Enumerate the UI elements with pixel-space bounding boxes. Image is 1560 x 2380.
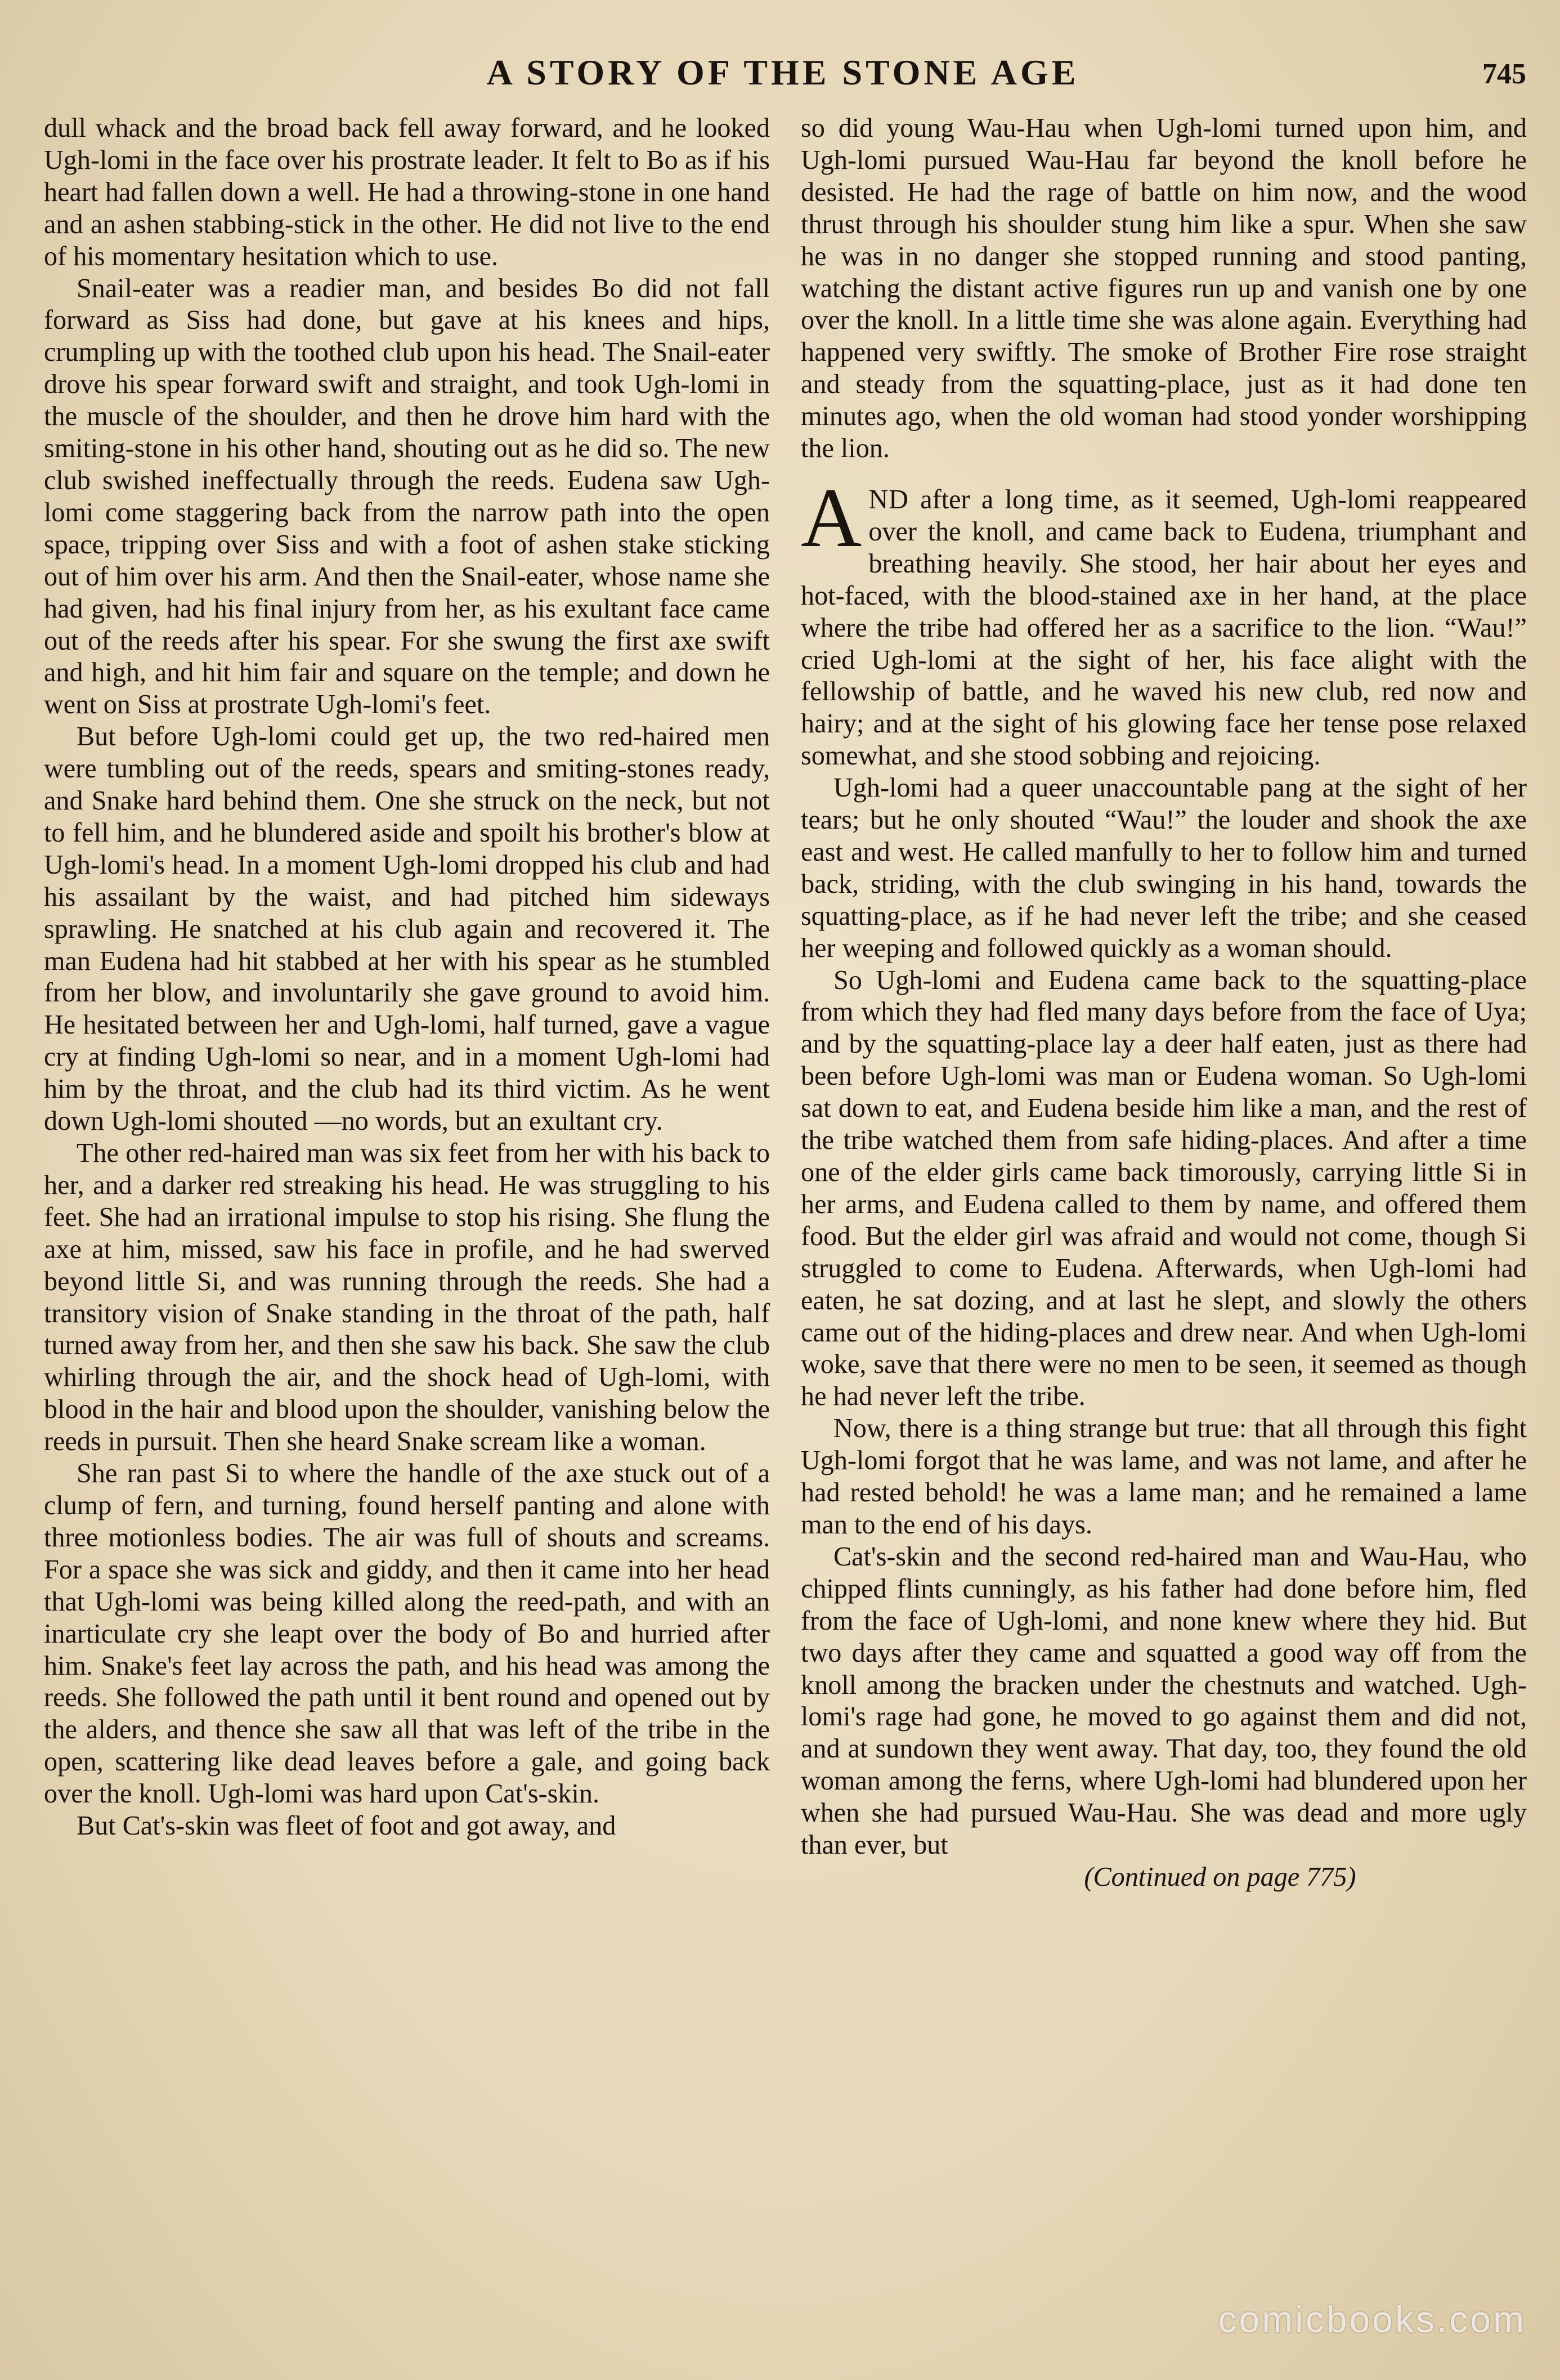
- continued-note: (Continued on page 775): [1084, 1862, 1356, 1892]
- watermark: comicbooks.com: [1218, 2298, 1526, 2340]
- paragraph: She ran past Si to where the handle of the axe stuck out of a clump of fern, and turning, found herself panting and alone with three motionless bodies. The air was full of shouts and screams. For a space she was sick and giddy, and then it came into her head that Ugh-lomi was being killed along the reed-path, and with an inarticulate cry she leapt over the body of Bo and hurried after him. Snake's feet lay across the path, and his head was among the reeds. She followed the path until it bent round and opened out by the alders, and thence she saw all that was left of the tribe in the open, scattering like dead leaves before a gale, and going back over the knoll. Ugh-lomi was hard upon Cat's-skin.: [44, 1459, 770, 1809]
- paragraph: So Ugh-lomi and Eudena came back to the squatting-place from which they had fled many days before from the face of Uya; and by the squatting-place lay a deer half eaten, just as there had been before Ugh-lomi was man or Eudena woman. So Ugh-lomi sat down to eat, and Eudena beside him like a man, and the rest of the tribe watched them from safe hiding-places. And after a time one of the elder girls came back timorously, carrying little Si in her arms, and Eudena called to them by name, and offered them food. But the elder girl was afraid and would not come, though Si struggled to come to Eudena. Afterwards, when Ugh-lomi had eaten, he sat dozing, and at last he slept, and slowly the others came out of the hiding-places and drew near. And when Ugh-lomi woke, save that there were no men to be seen, it seemed as though he had never left the tribe.: [801, 965, 1527, 1412]
- drop-cap: A: [801, 471, 862, 565]
- right-column: [801, 113, 1527, 1894]
- left-column: [44, 113, 770, 1842]
- paragraph: so did young Wau-Hau when Ugh-lomi turned upon him, and Ugh-lomi pursued Wau-Hau far beyond the knoll before he desisted. He had the rage of battle on him now, and the wood thrust through his shoulder stung him like a spur. When she saw he was in no danger she stopped running and stood panting, watching the distant active figures run up and vanish one by one over the knoll. In a little time she was alone again. Everything had happened very swiftly. The smoke of Brother Fire rose straight and steady from the squatting-place, just as it had done ten minutes ago, when the old woman had stood yonder worshipping the lion.: [801, 113, 1527, 464]
- page-header: [39, 52, 1526, 102]
- paragraph: But Cat's-skin was fleet of foot and got away, and: [77, 1811, 616, 1841]
- paragraph-text: after a long time, as it seemed, Ugh-lomi reappeared over the knoll, and came back to Eudena, triumphant and breathing heavily. She stood, her hair about her eyes and hot-faced, with the blood-stained axe in her hand, at the place where the tribe had offered her as a sacrifice to the lion. “Wau!” cried Ugh-lomi at the sight of her, his face alight with the fellowship of battle, and he waved his new club, red now and hairy; and at the sight of his glowing face her tense pose relaxed somewhat, and she stood sobbing and rejoicing.: [801, 484, 1527, 771]
- paragraph: dull whack and the broad back fell away forward, and he looked Ugh-lomi in the face over his prostrate leader. It felt to Bo as if his heart had fallen down a well. He had a throwing-stone in one hand and an ashen stabbing-stick in the other. He did not live to the end of his momentary hesitation which to use.: [44, 113, 770, 271]
- page-number: 745: [1482, 58, 1526, 90]
- paragraph: But before Ugh-lomi could get up, the two red-haired men were tumbling out of the reeds, spears and smiting-stones ready, and Snake hard behind them. One she struck on the neck, but not to fell him, and he blundered aside and spoilt his brother's blow at Ugh-lomi's head. In a moment Ugh-lomi dropped his club and had his assailant by the waist, and had pitched him sideways sprawling. He snatched at his club again and recovered it. The man Eudena had hit stabbed at her with his spear as he stumbled from her blow, and involuntarily she gave ground to avoid him. He hesitated between her and Ugh-lomi, half turned, gave a vague cry at finding Ugh-lomi so near, and in a moment Ugh-lomi had him by the throat, and the club had its third victim. As he went down Ugh-lomi shouted —no words, but an exultant cry.: [44, 722, 770, 1137]
- small-caps-lead: ND: [868, 484, 909, 515]
- paragraph: Snail-eater was a readier man, and besides Bo did not fall forward as Siss had done, but gave at his knees and hips, crumpling up with the toothed club upon his head. The Snail-eater drove his spear forward swift and straight, and took Ugh-lomi in the muscle of the shoulder, and then he drove him hard with the smiting-stone in his other hand, shouting out as he did so. The new club swished ineffectually through the reeds. Eudena saw Ugh-lomi come staggering back from the narrow path into the open space, tripping over Siss and with a foot of ashen stake sticking out of him over his arm. And then the Snail-eater, whose name she had given, had his final injury from her, as his exultant face came out of the reeds after his spear. For she swung the first axe swift and high, and hit him fair and square on the temple; and down he went on Siss at prostrate Ugh-lomi's feet.: [44, 273, 770, 720]
- paragraph: Ugh-lomi had a queer unaccountable pang at the sight of her tears; but he only shouted “Wau!” the louder and shook the axe east and west. He called manfully to her to follow him and turned back, striding, with the club swinging in his hand, towards the squatting-place, as if he had never left the tribe; and she ceased her weeping and followed quickly as a woman should.: [801, 773, 1527, 963]
- running-title: A STORY OF THE STONE AGE: [486, 52, 1079, 92]
- paragraph: The other red-haired man was six feet from her with his back to her, and a darker red streaking his head. He was struggling to his feet. She had an irrational impulse to stop his rising. She flung the axe at him, missed, saw his face in profile, and he had swerved beyond little Si, and was running through the reeds. She had a transitory vision of Snake standing in the throat of the path, half turned away from her, and then she saw his back. She saw the club whirling through the air, and the shock head of Ugh-lomi, with blood in the hair and blood upon the shoulder, vanishing below the reeds in pursuit. Then she heard Snake scream like a woman.: [44, 1138, 770, 1457]
- paragraph: Now, there is a thing strange but true: that all through this fight Ugh-lomi forgot that he was lame, and was not lame, and after he had rested behold! he was a lame man; and he remained a lame man to the end of his days.: [801, 1413, 1527, 1540]
- paragraph: Cat's-skin and the second red-haired man and Wau-Hau, who chipped flints cunningly, as his father had done before him, fled from the face of Ugh-lomi, and none knew where they hid. But two days after they came and squatted a good way off from the knoll among the bracken under the chestnuts and watched. Ugh-lomi's rage had gone, he moved to go against them and did not, and at sundown they went away. That day, too, they found the old woman among the ferns, where Ugh-lomi had blundered upon her when she had pursued Wau-Hau. She was dead and more ugly than ever, but: [801, 1541, 1527, 1860]
- section-opening-paragraph: [801, 471, 1527, 772]
